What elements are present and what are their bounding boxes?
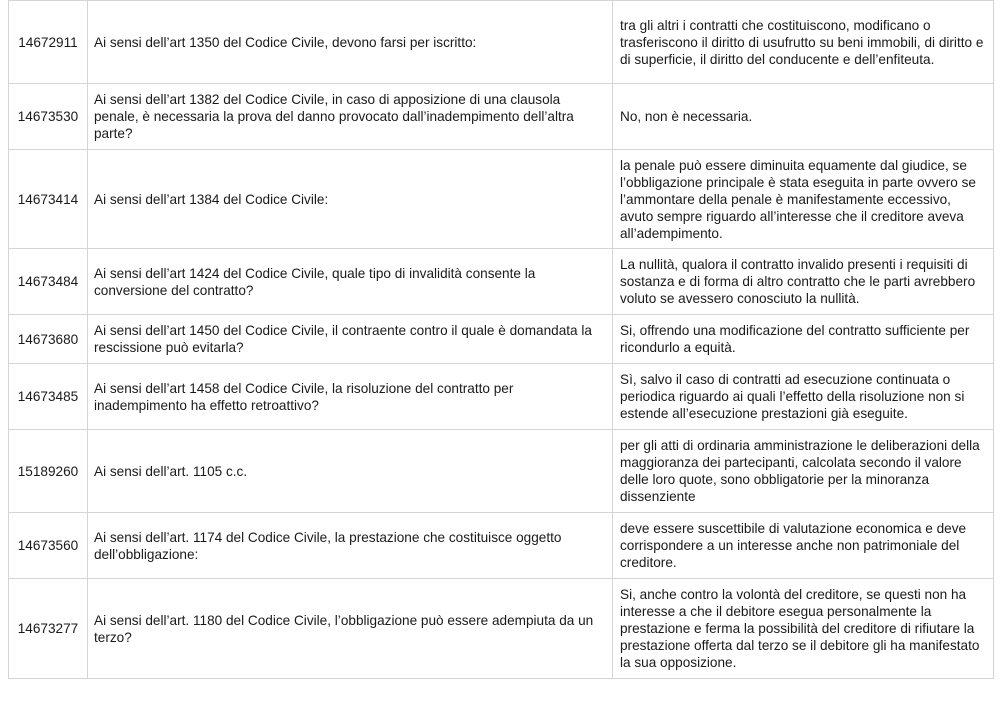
quiz-table-body: [9, 1, 994, 679]
question-text: Ai sensi dell’art 1450 del Codice Civile, il contraente contro il quale è domandata la rescissione può evitarla?: [88, 315, 613, 364]
answer-text: Si, offrendo una modificazione del contratto sufficiente per ricondurlo a equità.: [613, 315, 994, 364]
answer-text: Sì, salvo il caso di contratti ad esecuzione continuata o periodica riguardo ai quali l’effetto della risoluzione non si estende all’esecuzione prestazioni già eseguite.: [613, 364, 994, 430]
question-id: 14673414: [9, 150, 88, 249]
table-row: [9, 430, 994, 513]
question-id: 14673485: [9, 364, 88, 430]
table-row: [9, 364, 994, 430]
answer-text: No, non è necessaria.: [613, 84, 994, 150]
question-text: Ai sensi dell’art 1384 del Codice Civile:: [88, 150, 613, 249]
question-id: 14673680: [9, 315, 88, 364]
question-text: Ai sensi dell’art 1458 del Codice Civile, la risoluzione del contratto per inadempimento ha effetto retroattivo?: [88, 364, 613, 430]
table-row: [9, 84, 994, 150]
question-id: 15189260: [9, 430, 88, 513]
question-text: Ai sensi dell’art. 1180 del Codice Civile, l’obbligazione può essere adempiuta da un terzo?: [88, 579, 613, 679]
question-id: 14673277: [9, 579, 88, 679]
table-row: [9, 150, 994, 249]
table-row: [9, 249, 994, 315]
table-row: [9, 315, 994, 364]
table-row: [9, 513, 994, 579]
question-text: Ai sensi dell’art 1382 del Codice Civile, in caso di apposizione di una clausola penale, è necessaria la prova del danno provocato dall’inadempimento dell’altra parte?: [88, 84, 613, 150]
answer-text: tra gli altri i contratti che costituiscono, modificano o trasferiscono il diritto di usufrutto su beni immobili, di diritto e di superficie, il diritto del conducente e dell’enfiteuta.: [613, 1, 994, 84]
table-row: [9, 579, 994, 679]
question-id: 14673530: [9, 84, 88, 150]
table-row: [9, 1, 994, 84]
question-text: Ai sensi dell’art 1424 del Codice Civile, quale tipo di invalidità consente la conversione del contratto?: [88, 249, 613, 315]
answer-text: La nullità, qualora il contratto invalido presenti i requisiti di sostanza e di forma di altro contratto che le parti avrebbero voluto se avessero conosciuto la nullità.: [613, 249, 994, 315]
question-text: Ai sensi dell’art 1350 del Codice Civile, devono farsi per iscritto:: [88, 1, 613, 84]
question-id: 14673484: [9, 249, 88, 315]
answer-text: Si, anche contro la volontà del creditore, se questi non ha interesse a che il debitore esegua personalmente la prestazione e ferma la possibilità del creditore di rifiutare la prestazione offerta dal terzo se il debitore gli ha manifestato la sua opposizione.: [613, 579, 994, 679]
question-text: Ai sensi dell’art. 1105 c.c.: [88, 430, 613, 513]
answer-text: deve essere suscettibile di valutazione economica e deve corrispondere a un interesse anche non patrimoniale del creditore.: [613, 513, 994, 579]
answer-text: la penale può essere diminuita equamente dal giudice, se l’obbligazione principale è stata eseguita in parte ovvero se l’ammontare della penale è manifestamente eccessivo, avuto sempre riguardo all’interesse che il creditore aveva all’adempimento.: [613, 150, 994, 249]
question-id: 14672911: [9, 1, 88, 84]
quiz-table: [8, 0, 994, 679]
question-id: 14673560: [9, 513, 88, 579]
answer-text: per gli atti di ordinaria amministrazione le deliberazioni della maggioranza dei partecipanti, calcolata secondo il valore delle loro quote, sono obbligatorie per la minoranza dissenziente: [613, 430, 994, 513]
question-text: Ai sensi dell’art. 1174 del Codice Civile, la prestazione che costituisce oggetto dell’obbligazione:: [88, 513, 613, 579]
